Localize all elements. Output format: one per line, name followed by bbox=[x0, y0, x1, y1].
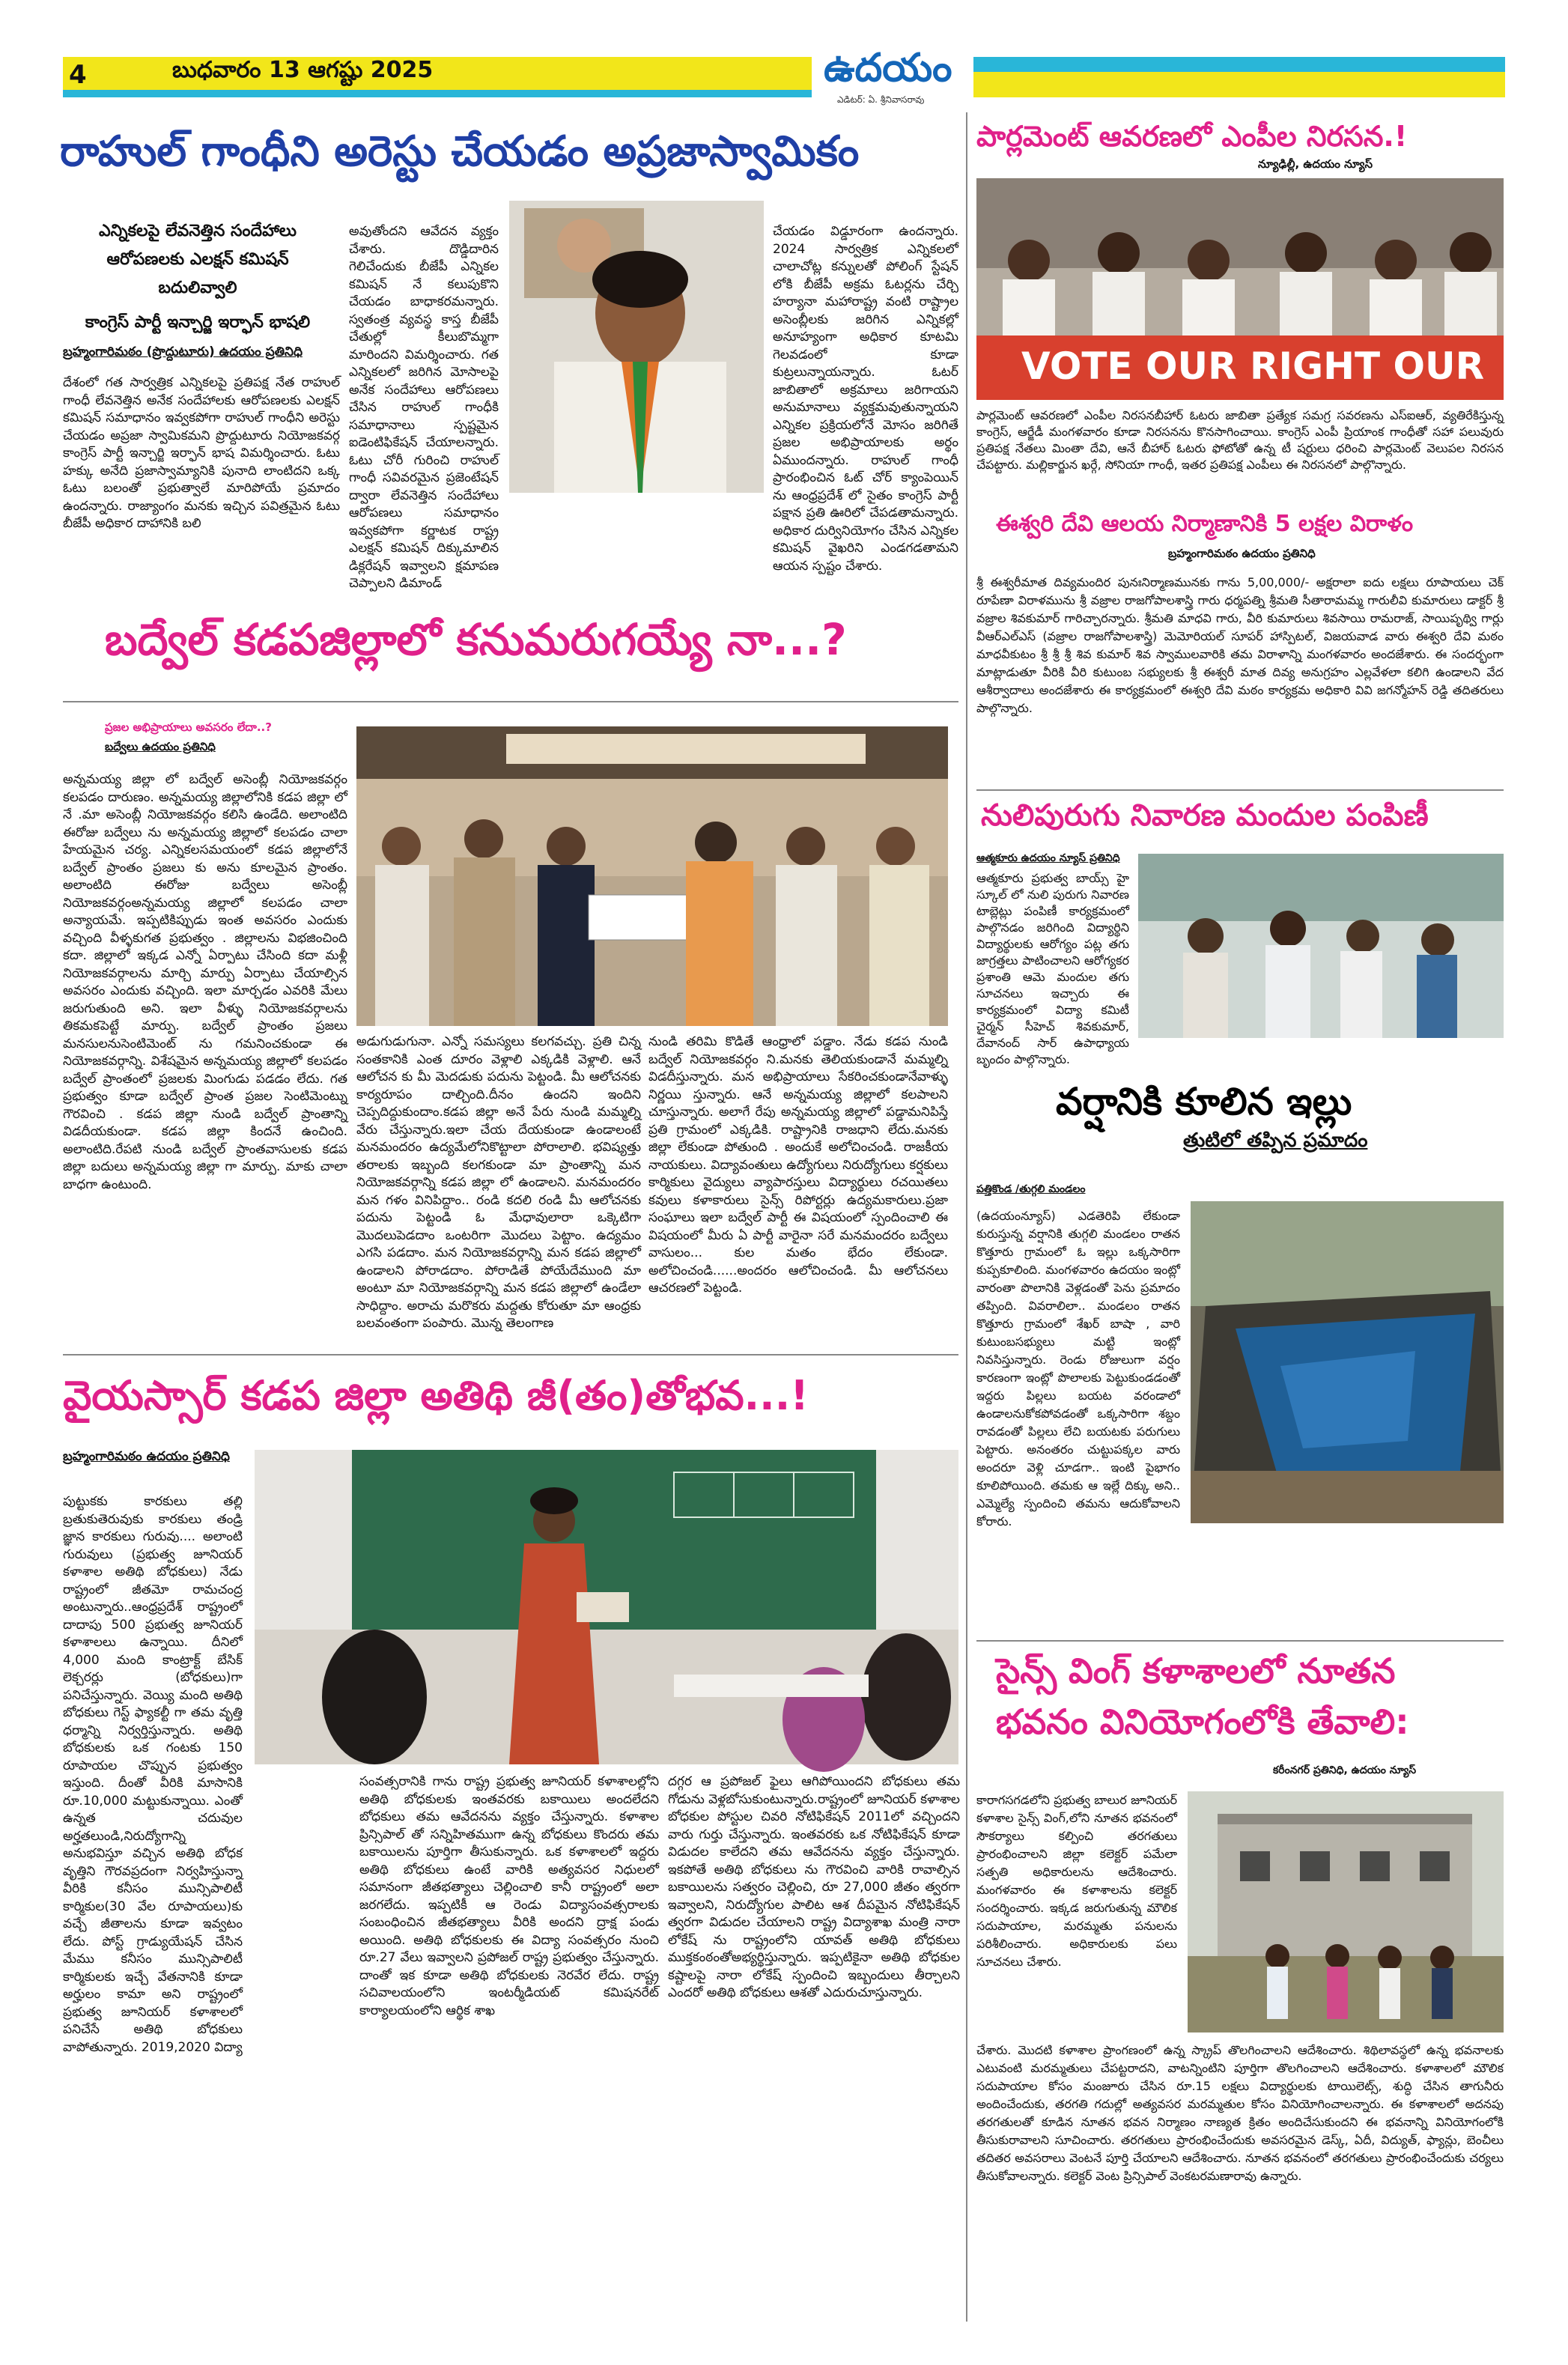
column-separator bbox=[966, 112, 967, 2322]
story4-byline: బద్వేలు ఉదయం ప్రతినిధి bbox=[105, 740, 216, 753]
story7-headline-2: భవనం వినియోగంలోకి తేవాలి: bbox=[996, 1701, 1409, 1742]
newspaper-logo: ఉదయం bbox=[824, 45, 952, 91]
story6-headline: వర్షానికి కూలిన ఇల్లు bbox=[1056, 1080, 1352, 1123]
pull-line-1: ఎన్నికలపై లేవనెత్తిన సందేహాలు bbox=[98, 222, 297, 240]
story1-pull-quote bbox=[63, 217, 332, 337]
story8-col3: దగ్గర ఆ ప్రపోజల్ ఫైలు ఆగిపోయిందని బోధకులు తమ గోడును వెళ్లబోసుకుంటున్నారు.రాష్ట్రంలో జూనియర్ కళాశాల బోధకుల పోస్టుల చివరి నోటిఫికేషన్ 2011లో వచ్చిందని వారు గుర్తు చేస్తున్నారు. ఇంతవరకు ఒక నోటిఫికేషన్ కూడా విడుదల కాలేదని తమ ఆవేదనను వ్యక్తం చేస్తున్నారు. ఇకపోతే అతిథి బోధకులు ను గౌరవించి వారికి రావాల్సిన బకాయిలను సత్వరం చెల్లించి, రూ 27,000 జీతం త్వరగా ఇవ్వాలని, నిరుద్యోగుల పాలిట ఆశ దీపమైన నోటిఫికేషన్ త్వరగా విడుదల చేయాలని రాష్ట్ర విద్యాశాఖ మంత్రి నారా లోకేష్ ను రాష్ట్రంలోని యావత్ అతిథి బోధకులు ముక్తకంఠంతోఅభ్యర్థిస్తున్నారు. ఇప్పటికైనా అతిథి బోధకుల కష్టాలపై నారా లోకేష్ స్పందించి ఇబ్బందులు తీర్చాలని ఎందరో అతిథి బోధకులు ఆశతో ఎదురుచూస్తున్నారు. bbox=[668, 1774, 960, 2000]
divider-story4 bbox=[63, 1354, 958, 1355]
story5-photo-school bbox=[1138, 854, 1504, 1038]
story3-headline: ఈశ్వరి దేవి ఆలయ నిర్మాణానికి 5 లక్షల విరాళం bbox=[996, 511, 1414, 537]
story4-col2: అడుగుడుగునా. ఎన్నో సమస్యలు కలగవచ్చు. ప్రతి చిన్న సంతకానికి ఎంత దూరం వెళ్లాలి ఎక్కడికి వెళ్లాలి. ఆనే ఆలోచన కు మీ మెదడుకు పదును పెట్టండి. మీ ఆలోచనకు కార్యరూపం దాల్చింది.దీనం ఉందని ఇందిని చెప్పదిద్దుకుందాం.కడప జిల్లా అనే పేరు నుండి మమ్మల్ని వేరు చేస్తున్నారు.ఇలా చేయ దేయకుండా ఉండాలంటే మనమందరం ఉద్యమేలోనికొట్టాలా పోరాలాలి. భవిష్యత్తు తరాలకు ఇబ్బంది కలగకుండా మా ప్రాంతాన్ని మన నియోజకవర్గాన్ని కడప జిల్లా లో ఉండాలని. మనమందరం మన గళం వినిపిద్దాం.. రండి కదలి రండి మీ ఆలోచనకు పదును పెట్టండి ఓ మేధావులారా ఒక్కెటిగా మొదలుపెడదాం ఒంటరిగా మొదలు పెట్టాం. ఉద్యమం ఎగసి పడదాం. మన నియోజకవర్గాన్ని మన కడప జిల్లాలో ఉండాలని పోరాడదాం. పోరాడితే పోయేదేముంది మా అంటూ మా నియోజకవర్గాన్ని మన కడప జిల్లాలో ఉండేలా సాధిద్దాం. అరాచు మరొకరు మద్దతు కోరుతూ మా ఆంధ్రకు బలవంతంగా పంపారు. మొన్న తెలంగాణ bbox=[356, 1034, 641, 1331]
story8-col2: సంవత్సరానికి గాను రాష్ట్ర ప్రభుత్వ జూనియర్ కళాశాలల్లోని అతిథి బోధకులకు ఇంతవరకు బకాయిలు అందలేదని బోధకులు తమ ఆవేదనను వ్యక్తం చేస్తున్నారు. కళాశాల ప్రిన్సిపాల్ తో సన్నిహితముగా ఉన్న బోధకులు కొందరు తమ బకాయిలను పూర్తిగా తీసుకున్నారు. ఒక కళాశాలలో ఇద్దరు అతిథి బోధకులు ఉంటే వారికి అత్యవసర నిధులలో సమానంగా జీతభత్యాలు చెల్లించాలి కానీ రాష్ట్రంలో అలా జరగలేదు. ఇప్పటికీ ఆ రెండు విద్యాసంవత్సరాలకు సంబంధించిన జీతభత్యాలు వీరికి అందని ద్రాక్ష పండు అయింది. అతిథి బోధకులకు ఈ విద్యా సంవత్సరం నుంచి రూ.27 వేలు ఇవ్వాలని ప్రపోజల్ రాష్ట్ర ప్రభుత్వం చేస్తున్నారు. దాంతో ఇక కూడా అతిథి బోధకులకు నెరవేర లేదు. రాష్ట్ర సచివాలయంలోని ఇంటర్మీడియట్ కమిషనరేట్ కార్యాలయంలోని ఆర్థిక శాఖ bbox=[359, 1774, 659, 2018]
protest-banner-text: VOTE OUR RIGHT OUR bbox=[1021, 344, 1485, 388]
pull-line-2: ఆరోపణలకు ఎలక్షన్ కమిషన్ bbox=[106, 250, 289, 269]
story4-photo-cheque bbox=[356, 726, 948, 1026]
pull-line-4: కాంగ్రెస్ పార్టీ ఇన్చార్జి ఇర్ఫాన్ భాషలి bbox=[85, 313, 311, 332]
divider-story6 bbox=[976, 1640, 1504, 1642]
story7-photo-building bbox=[1188, 1791, 1504, 2032]
story5-byline: ఆత్మకూరు ఉదయం న్యూస్ ప్రతినిధి bbox=[976, 852, 1120, 864]
issue-date: బుధవారం 13 ఆగష్టు 2025 bbox=[172, 57, 434, 83]
story7-full: చేశారు. మొదటి కళాశాల ప్రాంగణంలో ఉన్న స్క్రాప్ తొలగించాలని ఆదేశించారు. శిథిలావస్థలో ఉన్న భవనాలకు ఎటువంటి మరమ్మతులు చేపట్టరాదని, వాటన్నింటిని పూర్తిగా తొలగించాలని ఆదేశించారు. కళాశాలలో మౌలిక సదుపాయాల కోసం మంజూరు చేసిన రూ.15 లక్షలు విద్యార్థులకు టాయిలెట్స్, శుద్ధి చేసిన తాగునీరు అందించేందుకు, తరగతి గదుల్లో అత్యవసర మరమ్మతుల కోసం వినియోగించాలన్నారు. ఈ కళాశాలలో అదనపు తరగతులతో కూడిన నూతన భవన నిర్మాణం నాణ్యత క్రితం అందిచేసుకుందని ఈ భవనాన్ని వినియోగంలోకి తీసుకురావాలని సూచించారు. తరగతులు ప్రారంభించేందుకు అవసరమైన డెస్క్, ఏదీ, విద్యుత్, ఫ్యాన్లు, బెంచీలు తదితర అవసరాలు వెంటనే పూర్తి చేయాలని ఆదేశించారు. నూతన భవనంలో తరగతులు ప్రారంభించేందుకు చర్యలు తీసుకోవాలన్నారు. కలెక్టర్ వెంట ప్రిన్సిపాల్ వెంకటరమణారావు ఉన్నారు. bbox=[976, 2043, 1504, 2183]
story1-col1: దేశంలో గత సార్వత్రిక ఎన్నికలపై ప్రతిపక్ష నేత రాహుల్ గాంధీ లేవనెత్తిన అనేక సందేహాలకు ఆరోపణలకు ఎలక్షన్ కమిషన్ సమాధానం ఇవ్వకపోగా రాహుల్ గాంధీని అరెస్టు చేయడం అప్రజా స్వామికమని ప్రొద్దుటూరు నియోజకవర్గ కాంగ్రెస్ పార్టీ ఇన్చార్జి ఇర్ఫాన్ భాష విమర్శించారు. ఓటు హక్కు అనేది ప్రజాస్వామ్యానికి పునాది లాంటిదని ఒక్క ఓటు బలంతో ప్రభుత్వాలే మారిపోయే ప్రమాదం ఉందన్నారు. రాజ్యాంగం మనకు ఇచ్చిన పవిత్రమైన ఓటు బీజేపీ అధికార దాహానికి బలి bbox=[63, 375, 340, 531]
masthead-right-stripe bbox=[973, 57, 1505, 72]
story8-photo-classroom bbox=[255, 1450, 958, 1764]
story6-photo-collapsed-house bbox=[1191, 1201, 1504, 1523]
story7-byline: కరీంనగర్ ప్రతినిధి, ఉదయం న్యూస్ bbox=[1273, 1764, 1417, 1776]
story6-subheadline: త్రుటిలో తప్పిన ప్రమాదం bbox=[1183, 1129, 1368, 1152]
logo-subtitle: ఎడిటర్: ఏ. శ్రీనివాసరావు bbox=[837, 94, 925, 105]
masthead-right-band bbox=[973, 72, 1505, 97]
masthead-left-stripe bbox=[63, 90, 812, 97]
story2-caption: పార్లమెంట్ ఆవరణలో ఎంపీల నిరసనబీహార్ ఓటరు జాబితా ప్రత్యేక సమగ్ర సవరణను ఎస్ఐఆర్, వ్యతిరేకిస్తున్న కాంగ్రెస్, ఆర్జేడీ మంగళవారం కూడా నిరసనను కొనసాగించాయి. కాంగ్రెస్ ఎంపీ ప్రియాంక గాంధీతో సహా పలువురు ప్రతిపక్ష నేతలు మింతా దేవి, ఆనే బీహార్ ఓటరు ఫోటోతో ఉన్న టీ షర్టులు ధరించి పార్లమెంట్ వెలుపల నిరసన చేపట్టారు. మల్లికార్జున ఖర్గే, సోనియా గాంధీ, ఇతర ప్రతిపక్ష ఎంపీలు ఈ నిరసనలో పాల్గొన్నారు. bbox=[976, 408, 1504, 472]
story5-body-top: ఆత్మకూరు ప్రభుత్వ బాయ్స్ హై స్కూల్ లో నులి పురుగు నివారణ టాబ్లెట్లు పంపిణీ కార్యక్రమంలో పాల్గొనడం జరిగింది విద్యార్థిని విద్యార్థులకు ఆరోగ్యం పట్ల తగు జాగ్రత్తలు పాటించాలని ఆరోగ్యకర ప్రశాంతి ఆమె మందుల తగు సూచనలు ఇచ్చారు ఈ కార్యక్రమంలో విద్యా కమిటీ చైర్మన్ సీహెచ్ శివకుమార్, దేవానంద్ సార్ ఉపాధ్యాయ బృందం పాల్గొన్నారు. bbox=[976, 871, 1129, 1066]
divider-story1 bbox=[63, 701, 958, 702]
story2-byline: న్యూఢిల్లీ, ఉదయం న్యూస్ bbox=[1258, 157, 1373, 171]
story5-headline: నులిపురుగు నివారణ మందుల పంపిణీ bbox=[981, 798, 1429, 833]
story8-byline: బ్రహ్మంగారిమఠం ఉదయం ప్రతినిధి bbox=[63, 1449, 230, 1464]
story7-col1: కారాగసగడలోని ప్రభుత్వ బాలుర జూనియర్ కళాశాల సైన్స్ వింగ్,లోని నూతన భవనంలో సౌకర్యాలు కల్పించి తరగతులు ప్రారంభించాలని జిల్లా కలెక్టర్ పమేలా సత్పతి అధికారులను ఆదేశించారు. మంగళవారం ఈ కళాశాలను కలెక్టర్ సందర్శించారు. ఇక్కడ జరుగుతున్న మౌలిక సదుపాయాల, మరమ్మతు పనులను పరిశీలించారు. అధికారులకు పలు సూచనలు చేశారు. bbox=[976, 1793, 1177, 1969]
story1-col3: చేయడం విడ్డూరంగా ఉందన్నారు. 2024 సార్వత్రిక ఎన్నికలలో చాలాచోట్ల కన్నులతో పోలింగ్ స్టేషన్ లోకి బీజేపీ అక్రమ ఓటర్లను చేర్చి హర్యానా మహారాష్ట్ర వంటి రాష్ట్రాల అసెంబ్లీలకు జరిగిన ఎన్నికల్లో అనూహ్యంగా అధికార కూటమి గెలవడంలో కూడా కుట్రలున్నాయన్నారు. ఓటర్ జాబితాలో అక్రమాలు జరిగాయని అనుమానాలు వ్యక్తమవుతున్నాయని ఎన్నికల ప్రక్రియలోనే మోసం జరిగితే ప్రజల అభిప్రాయాలకు అర్థం ఏముందన్నారు. రాహుల్ గాంధీ ప్రారంభించిన ఓట్ చోర్ క్యాంపెయిన్ ను ఆంధ్రప్రదేశ్ లో సైతం కాంగ్రెస్ పార్టీ పక్షాన ప్రతి ఊరిలో చేపడతామన్నారు. అధికార దుర్వినియోగం చేసిన ఎన్నికల కమిషన్ వైఖరిని ఎండగడతామని ఆయన స్పష్టం చేశారు. bbox=[773, 224, 958, 574]
story4-col1: అన్నమయ్య జిల్లా లో బద్వేల్ అసెంబ్లీ నియోజకవర్గం కలపడం దారుణం. అన్నమయ్య జిల్లాలోనికి కడప జిల్లా లో నే .మా అసెంబ్లీ నియోజకవర్గం కలిసి ఉండేది. అలాంటిది ఈరోజు బద్వేలు ను అన్నమయ్య జిల్లాలో కలపడం చాలా హేయమైన చర్య. ఎన్నికలసమయంలో కడప జిల్లాలోనే బద్వేల్ ప్రాంతం ప్రజలు కు అను కూలమైన ప్రాంతం. అలాంటిది ఈరోజు బద్వేలు అసెంబ్లీ నియోజకవర్గంఅన్నమయ్య జిల్లాలో కలపడం చాలా అన్యాయమే. ఇప్పటికిప్పుడు ఇంత అవసరం ఎందుకు వచ్చింది వీళ్ళకుగత ప్రభుత్వం . జిల్లాలను విభజించింది కదా. జిల్లాలో ఇక్కడ ఎన్నో ఏర్పాటు చేసింది కదా మళ్లీ నియోజకవర్గాలను మార్చి మార్పు ఏర్పాటు చేయాల్సిన అవసరం ఎందుకు వచ్చింది. ఇలా మార్చడం ఎవరికి మేలు జరుగుతుంది అని. ఇలా వీళ్ళు నియోజకవర్గాలను తికమకపెట్టే మార్పు. బద్వేల్ ప్రాంతం ప్రజలు మనసులనుసెంటిమెంట్ ను గమనించకుండా ఈ నియోజకవర్గాన్ని. విశేషమైన అన్నమయ్య జిల్లాలో కలపడం బద్వేల్ ప్రాంతంలో ప్రజలకు మింగుడు పడడం లేదు. గత ప్రభుత్వం కూడా బద్వేల్ ప్రాంత ప్రజల సెంటిమెంట్ను గౌరవించి . కడప జిల్లా నుండి బద్వేల్ ప్రాంతాన్ని విడదీయకుండా. కడప జిల్లా కిందనే ఉంచింది. అలాంటిది.రేపటి నుండి బద్వేల్ ప్రాంతవాసులకు కడప జిల్లా బదులు అన్నమయ్య జిల్లా గా మార్పు. మాకు చాలా బాధగా ఉంటుంది. bbox=[63, 772, 347, 1192]
story1-col2: అవుతోందని ఆవేదన వ్యక్తం చేశారు. దొడ్డిదారిన గెలిచేందుకు బీజేపీ ఎన్నికల కమిషన్ నే కలుపుకొని చేయడం బాధాకరమన్నారు. స్వతంత్ర వ్యవస్థ కాస్త బీజేపీ చేతుల్లో కీలుబొమ్మగా మారిందని విమర్శించారు. గత ఎన్నికలలో జరిగిన మోసాలపై అనేక సందేహాలు ఆరోపణలు చేసిన రాహుల్ గాంధీకి సమాధానాలు స్పష్టమైన ఐడెంటిఫికేషన్ చేయాలన్నారు. ఓటు చోరీ గురించి రాహుల్ గాంధీ సవివరమైన ప్రజెంటేషన్ ద్వారా లేవనెత్తిన సందేహాలు ఆరోపణలు సమాధానం ఇవ్వకపోగా కర్ణాటక రాష్ట్ర ఎలక్షన్ కమిషన్ దిక్కుమాలిన డిక్లరేషన్ ఇవ్వాలని క్షమాపణ చెప్పాలని డిమాండ్ bbox=[349, 224, 499, 591]
story7-headline-1: సైన్స్ వింగ్ కళాశాలలో నూతన bbox=[996, 1651, 1396, 1691]
story8-headline: వైయస్సార్ కడప జిల్లా అతిథి జీ(తం)తోభవ...! bbox=[63, 1372, 809, 1419]
story3-body: శ్రీ ఈశ్వరీమాత దివ్యమందిర పునఃనిర్మాణమునకు గాను 5,00,000/- అక్షరాలా ఐదు లక్షలు రూపాయలు చెక్ రూపేణా విరాళమును శ్రీ వజ్రాల రాజగోపాలశాస్త్రి గారు ధర్మపత్ని శ్రీమతి సీతారామమ్మ గారులీవి కుమారులు డాక్టర్ శ్రీ వజ్రాల శివకుమార్ గారిచ్చారన్నారు. శ్రీమతి మాధవి గారు, వీరి కుమారులు శివసాయి రామరాజ్, సాయిపృథ్వి గార్లు వీఆర్ఎల్ఎస్ (వజ్రాల రాజగోపాలశాస్త్రి) మెమోరియల్ సూపర్ హాస్పిటల్, విజయవాడ వారు ఈశ్వరి దేవి మఠం మాధవీకుటం శ్రీ శ్రీ శ్రీ శివ కుమార్ శివ స్వాములవారికి తమ విరాళాన్ని మంగళవారం అందజేశారు. ఈ సందర్భంగా మాట్లాడుతూ వీరికి వీరి కుటుంబ సభ్యులకు శ్రీ ఈశ్వరీ మాత దివ్య అనుగ్రహం ఎల్లవేళలా కలిగి ఉండాలని వేద ఆశీర్వాదాలు అందజేశారు ఈ కార్యక్రమంలో ఈశ్వరి దేవి మఠం కార్యక్రమ అధికారి వివి జగన్మోహన్ రెడ్డి తదితరులు పాల్గొన్నారు. bbox=[976, 575, 1504, 715]
page-number: 4 bbox=[69, 60, 87, 90]
story3-byline: బ్రహ్మంగారిమఠం ఉదయం ప్రతినిధి bbox=[1168, 547, 1316, 560]
story8-col1: పుట్టుకకు కారకులు తల్లి బ్రతుకుతెరువుకు కారకులు తండ్రి జ్ఞాన కారకులు గురువు.... అలాంటి గురువులు (ప్రభుత్వ జూనియర్ కళాశాల అతిథి బోధకులు) నేడు రాష్ట్రంలో జీతమో రామచంద్ర అంటున్నారు..ఆంధ్రప్రదేశ్ రాష్ట్రంలో దాదాపు 500 ప్రభుత్వ జూనియర్ కళాశాలలు ఉన్నాయి. దీనిలో 4,000 మంది కాంట్రాక్ట్ బేసిక్ లెక్చరర్లు (బోధకులు)గా పనిచేస్తున్నారు. వెయ్యి మంది అతిథి బోధకులు గెస్ట్ ఫ్యాకల్టీ గా తమ వృత్తి ధర్మాన్ని నిర్వర్తిస్తున్నారు. అతిథి బోధకులకు ఒక గంటకు 150 రూపాయల చొప్పున ప్రభుత్వం ఇస్తుంది. దీంతో వీరికి మాసానికి రూ.10,000 మట్టుకున్నాయి. ఎంతో ఉన్నత చదువుల అర్హతలుండి,నిరుద్యోగాన్ని అనుభవిస్తూ వచ్చిన అతిథి బోధక వృత్తిని గౌరవప్రదంగా నిర్వహిస్తున్నా వీరికి కనీసం మున్సిపాలిటీ కార్మికుల(30 వేల రూపాయలు)కు వచ్చే జీతాలను కూడా ఇవ్వటం లేదు. పోస్ట్ గ్రాడ్యుయేషన్ చేసిన మేము కనీసం మున్సిపాలిటీ కార్మికులకు ఇచ్చే వేతనానికి కూడా అర్హులం కామా అని రాష్ట్రంలో ప్రభుత్వ జూనియర్ కళాశాలలో పనిచేసే అతిథి బోధకులు వాపోతున్నారు. 2019,2020 విద్యా bbox=[63, 1494, 243, 2055]
story1-headline: రాహుల్ గాంధీని అరెస్టు చేయడం అప్రజాస్వామికం bbox=[60, 127, 860, 176]
story4-col3: నుండి తరిమి కొడితే ఆంధ్రాలో పడ్డాం. నేడు కడప నుండి బద్వేల్ నియోజకవర్గం ని.మనకు తెలియకుండానే మమ్మల్ని విడదీస్తున్నారు. మన అభిప్రాయాలు సేకరించకుండానేవాళ్ళు నిర్ణయి స్తున్నారు. ఆనే అన్నమయ్య జిల్లాలో కలపాలని చూస్తున్నారు. అలాగే రేపు అన్నమయ్య జిల్లాలో పడ్డామనిపిస్తే ప్రతి గ్రామంలో ఎక్కడికి. రాష్ట్రానికి రాజధాని లేదు.మనకు జిల్లా లేకుండా పోతుంది . అందుకే అలోచించండి. రాజకీయ నాయకులు. విద్యావంతులు ఉద్యోగులు నిరుద్యోగులు కర్షకులు కార్మికులు వైద్యులు వ్యాపారస్తులు విద్యార్థులు రచయితలు కవులు కళాకారులు సైన్స్ రిపోర్టర్లు ఉద్యమకారులు.ప్రజా సంఘాలు ఇలా బద్వేల్ పార్టీ ఈ విషయంలో స్పందించాలి ఈ విషయంలో మీరు ఏ పార్టీ వారైనా సరే మనమందరం బద్వేలు వాసులం... కుల మతం భేదం లేకుండా. అలోచించండి......అందరం ఆలోచించండి. మీ ఆలోచనలు ఆచరణలో పెట్టండి. bbox=[648, 1034, 948, 1296]
story1-byline: బ్రహ్మంగారిమఠం (ప్రొద్దుటూరు) ఉదయం ప్రతినిధి bbox=[63, 344, 303, 359]
story6-byline: పత్తికొండ /తుగ్గలి మండలం bbox=[976, 1183, 1086, 1195]
pull-line-3: బదులివ్వాలి bbox=[158, 279, 237, 297]
story2-headline: పార్లమెంట్ ఆవరణలో ఎంపీల నిరసన.! bbox=[976, 120, 1408, 153]
story6-body: (ఉదయంన్యూస్) ఎడతెరిపి లేకుండా కురుస్తున్న వర్షానికి తుగ్గలి మండలం రాతన కొత్తూరు గ్రామంలో ఓ ఇల్లు ఒక్కసారిగా కుప్పకూలింది. మంగళవారం ఉదయం ఇంట్లో వారంతా పొలానికి వెళ్లడంతో పెను ప్రమాదం తప్పింది. వివరాలిలా.. మండలం రాతన కొత్తూరు గ్రామంలో శేఖర్ బాషా , వారి కుటుంబసభ్యులు మట్టి ఇంట్లో నివసిస్తున్నారు. రెండు రోజులుగా వర్షం కారణంగా ఇంట్లో పొలాలకు పెట్టుకుండడంతో ఇద్దరు పిల్లలు బయట వరండాలో ఉండాలనుకోకపోవడంతో ఒక్కసారిగా శబ్దం రావడంతో పిల్లలు లేచి బయటకు పరుగులు పెట్టారు. అనంతరం చుట్టుపక్కల వారు అందరూ వెళ్లి చూడగా.. ఇంటి పైభాగం కూలిపోయింది. తమకు ఆ ఇల్లే దిక్కు అని.. ఎమ్మెల్యే స్పందించి తమను ఆదుకోవాలని కోరారు. bbox=[976, 1209, 1180, 1528]
story2-photo-protest bbox=[976, 178, 1504, 400]
divider-story3 bbox=[976, 789, 1504, 791]
story4-kicker: ప్రజల అభిప్రాయాలు అవసరం లేదా..? bbox=[105, 720, 272, 734]
story4-headline: బద్వేల్ కడపజిల్లాలో కనుమరుగయ్యే నా...? bbox=[105, 614, 847, 665]
story1-photo-irfan bbox=[509, 201, 764, 493]
